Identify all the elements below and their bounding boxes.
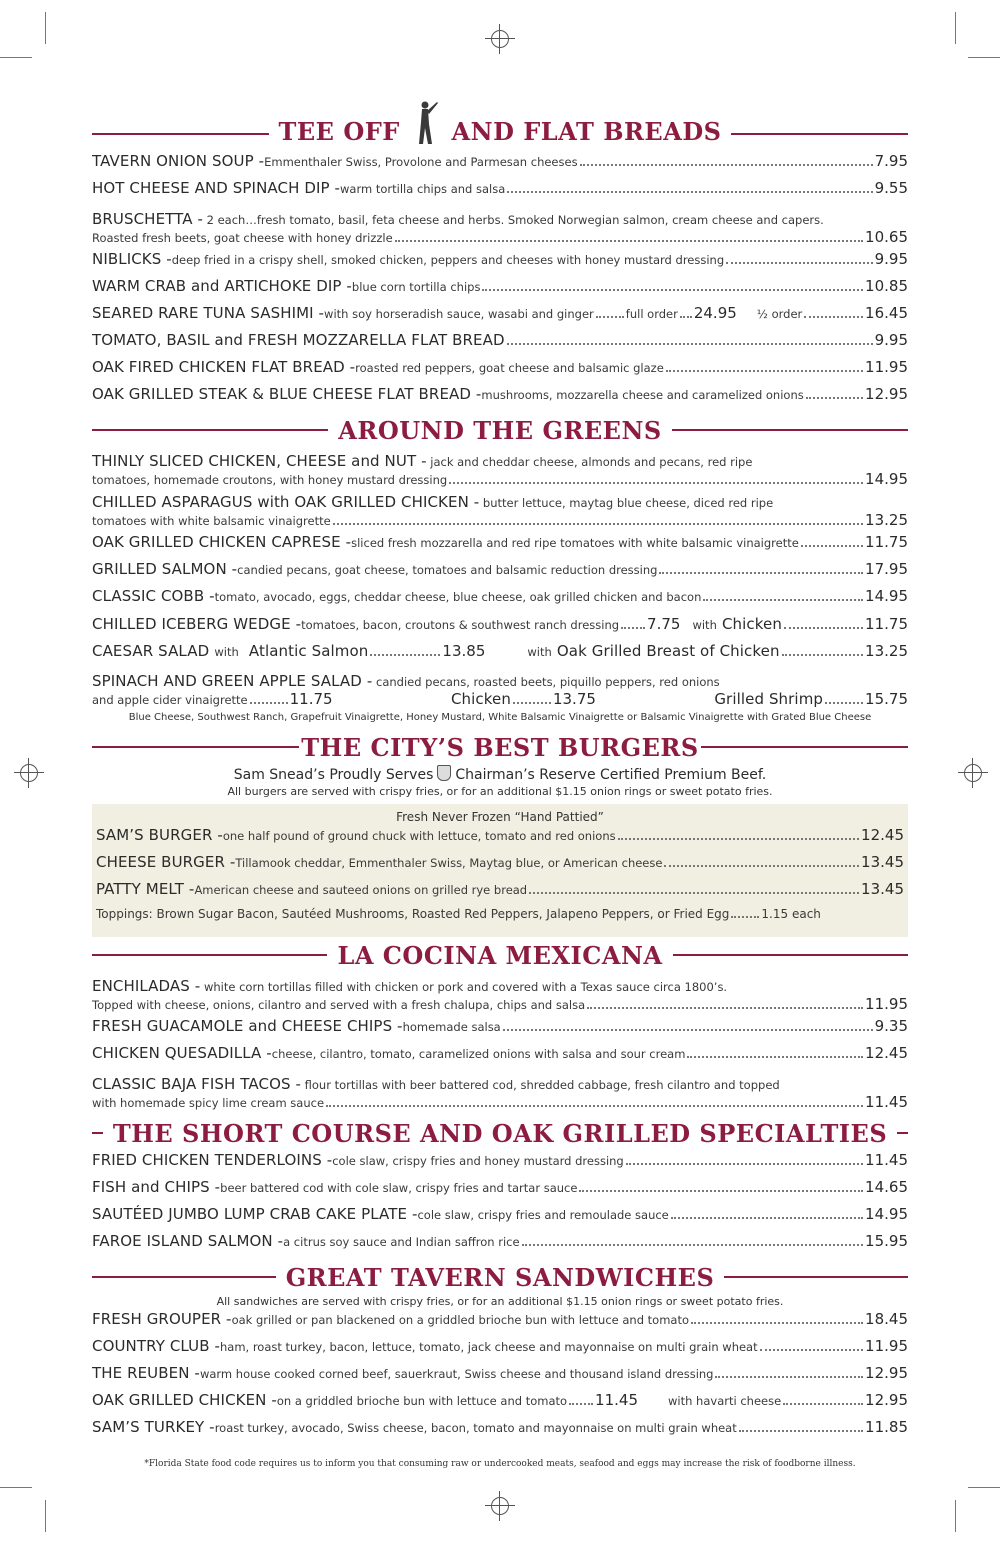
menu-item: PATTY MELT - American cheese and sauteed onions on grilled rye bread 13.45	[96, 880, 904, 898]
menu-item: OAK FIRED CHICKEN FLAT BREAD - roasted red peppers, goat cheese and balsamic glaze 11.95	[92, 358, 908, 376]
section-title-tee-off	[92, 86, 908, 152]
menu-item: FRIED CHICKEN TENDERLOINS - cole slaw, crispy fries and honey mustard dressing 11.45	[92, 1151, 908, 1169]
menu-item: CHILLED ASPARAGUS with OAK GRILLED CHICKEN - butter lettuce, maytag blue cheese, diced red ripe tomatoes with white balsamic vinaigrette 13.25	[92, 493, 908, 529]
registration-mark	[964, 764, 982, 782]
sandwiches-note: All sandwiches are served with crispy fries, or for an additional $1.15 onion rings or sweet potato fries.	[216, 1295, 784, 1308]
menu-item: SAM’S TURKEY - roast turkey, avocado, Swiss cheese, bacon, tomato and mayonnaise on multi grain wheat 11.85	[92, 1418, 908, 1436]
registration-mark	[491, 1497, 509, 1515]
crop-mark	[0, 57, 32, 58]
crop-mark	[955, 12, 956, 44]
crop-mark	[968, 1487, 1000, 1488]
menu-item: SEARED RARE TUNA SASHIMI - with soy horseradish sauce, wasabi and ginger full order 24.95 ½ order 16.45	[92, 304, 908, 322]
menu-item: CLASSIC COBB - tomato, avocado, eggs, cheddar cheese, blue cheese, oak grilled chicken and bacon 14.95	[92, 587, 908, 605]
menu-item: THINLY SLICED CHICKEN, CHEESE and NUT - jack and cheddar cheese, almonds and pecans, red ripe tomatoes, homemade croutons, with honey mustard dressing 14.95	[92, 452, 908, 488]
menu-item: COUNTRY CLUB - ham, roast turkey, bacon, lettuce, tomato, jack cheese and mayonnaise on multi grain wheat 11.95	[92, 1337, 908, 1355]
burgers-note: All burgers are served with crispy fries, or for an additional $1.15 onion rings or sweet potato fries.	[227, 785, 773, 798]
menu-item: TOMATO, BASIL and FRESH MOZZARELLA FLAT BREAD 9.95	[92, 331, 908, 349]
menu-item: NIBLICKS - deep fried in a crispy shell, smoked chicken, peppers and cheeses with honey mustard dressing 9.95	[92, 250, 908, 268]
menu-item: FISH and CHIPS - beer battered cod with cole slaw, crispy fries and tartar sauce 14.65	[92, 1178, 908, 1196]
menu-item-caesar: CAESAR SALAD with Atlantic Salmon 13.85 with Oak Grilled Breast of Chicken 13.25	[92, 642, 908, 660]
dressings-note: Blue Cheese, Southwest Ranch, Grapefruit Vinaigrette, Honey Mustard, White Balsamic Vinaigrette or Balsamic Vinaigrette with Grated Blue Cheese	[128, 712, 872, 723]
menu-item: BRUSCHETTA - 2 each…fresh tomato, basil, feta cheese and herbs. Smoked Norwegian salmon, cream cheese and capers. Roasted fresh beets, goat cheese with honey drizzle 10.65	[92, 210, 908, 246]
menu-item: ENCHILADAS - white corn tortillas filled with chicken or pork and covered with a Texas sauce circa 1800’s. Topped with cheese, onions, cilantro and served with a fresh chalupa, chips and salsa 11.95	[92, 977, 908, 1013]
menu-item: HOT CHEESE AND SPINACH DIP - warm tortilla chips and salsa 9.55	[92, 179, 908, 197]
section-title-sandwiches: GREAT TAVERN SANDWICHES	[92, 1259, 908, 1295]
menu-item: GRILLED SALMON - candied pecans, goat cheese, tomatoes and balsamic reduction dressing 17.95	[92, 560, 908, 578]
menu-item: SAUTÉED JUMBO LUMP CRAB CAKE PLATE - cole slaw, crispy fries and remoulade sauce 14.95	[92, 1205, 908, 1223]
menu-item: TAVERN ONION SOUP - Emmenthaler Swiss, Provolone and Parmesan cheeses 7.95	[92, 152, 908, 170]
menu-item: OAK GRILLED CHICKEN - on a griddled brioche bun with lettuce and tomato 11.45 with havarti cheese 12.95	[92, 1391, 908, 1409]
menu-item: SAM’S BURGER - one half pound of ground chuck with lettuce, tomato and red onions 12.45	[96, 826, 904, 844]
menu-item: CLASSIC BAJA FISH TACOS - flour tortillas with beer battered cod, shredded cabbage, fresh cilantro and topped with homemade spicy lime cream sauce 11.45	[92, 1075, 908, 1111]
menu-item: FAROE ISLAND SALMON - a citrus soy sauce and Indian saffron rice 15.95	[92, 1232, 908, 1250]
menu-item-spinach: SPINACH AND GREEN APPLE SALAD - candied pecans, roasted beets, piquillo peppers, red onions and apple cider vinaigrette 11.75 Chicken 13.75 Grilled Shrimp 15.75	[92, 672, 908, 708]
menu-item: FRESH GUACAMOLE and CHEESE CHIPS - homemade salsa 9.35	[92, 1017, 908, 1035]
menu-item: WARM CRAB and ARTICHOKE DIP - blue corn tortilla chips 10.85	[92, 277, 908, 295]
crop-mark	[968, 57, 1000, 58]
crop-mark	[45, 12, 46, 44]
section-title-mexicana: LA COCINA MEXICANA	[92, 937, 908, 973]
crop-mark	[45, 1500, 46, 1532]
registration-mark	[20, 764, 38, 782]
menu-item: CHICKEN QUESADILLA - cheese, cilantro, tomato, caramelized onions with salsa and sour cream 12.45	[92, 1044, 908, 1062]
section-title-short-course: THE SHORT COURSE AND OAK GRILLED SPECIALTIES	[92, 1115, 908, 1151]
tee-off-title-left: TEE OFF	[278, 117, 400, 146]
food-code-footnote: *Florida State food code requires us to inform you that consuming raw or undercooked meats, seafood and eggs may increase the risk of foodborne illness.	[144, 1459, 856, 1469]
registration-mark	[491, 30, 509, 48]
toppings-line: Toppings: Brown Sugar Bacon, Sautéed Mushrooms, Roasted Red Peppers, Jalapeno Peppers, or Fried Egg 1.15 each	[96, 907, 821, 921]
menu-item: OAK GRILLED STEAK & BLUE CHEESE FLAT BREAD - mushrooms, mozzarella cheese and caramelized onions 12.95	[92, 385, 908, 403]
golfer-icon	[413, 100, 439, 146]
section-title-burgers: THE CITY’S BEST BURGERS	[92, 729, 908, 765]
tee-off-title-right: AND FLAT BREADS	[451, 117, 722, 146]
crop-mark	[0, 1487, 32, 1488]
burgers-box	[92, 804, 908, 937]
menu-item: OAK GRILLED CHICKEN CAPRESE - sliced fresh mozzarella and red ripe tomatoes with white balsamic vinaigrette 11.75	[92, 533, 908, 551]
shield-icon	[437, 765, 451, 781]
burgers-box-title: Fresh Never Frozen “Hand Pattied”	[396, 810, 604, 824]
section-title-greens: AROUND THE GREENS	[92, 412, 908, 448]
crop-mark	[955, 1500, 956, 1532]
menu-item: THE REUBEN - warm house cooked corned beef, sauerkraut, Swiss cheese and thousand island dressing 12.95	[92, 1364, 908, 1382]
menu-item: CHEESE BURGER - Tillamook cheddar, Emmenthaler Swiss, Maytag blue, or American cheese 13.45	[96, 853, 904, 871]
menu-item: FRESH GROUPER - oak grilled or pan blackened on a griddled brioche bun with lettuce and tomato 18.45	[92, 1310, 908, 1328]
menu-item: CHILLED ICEBERG WEDGE - tomatoes, bacon, croutons & southwest ranch dressing 7.75 with Chicken 11.75	[92, 615, 908, 633]
menu-page	[92, 86, 908, 1469]
burgers-intro: Sam Snead’s Proudly Serves Chairman’s Reserve Certified Premium Beef.	[233, 767, 767, 783]
